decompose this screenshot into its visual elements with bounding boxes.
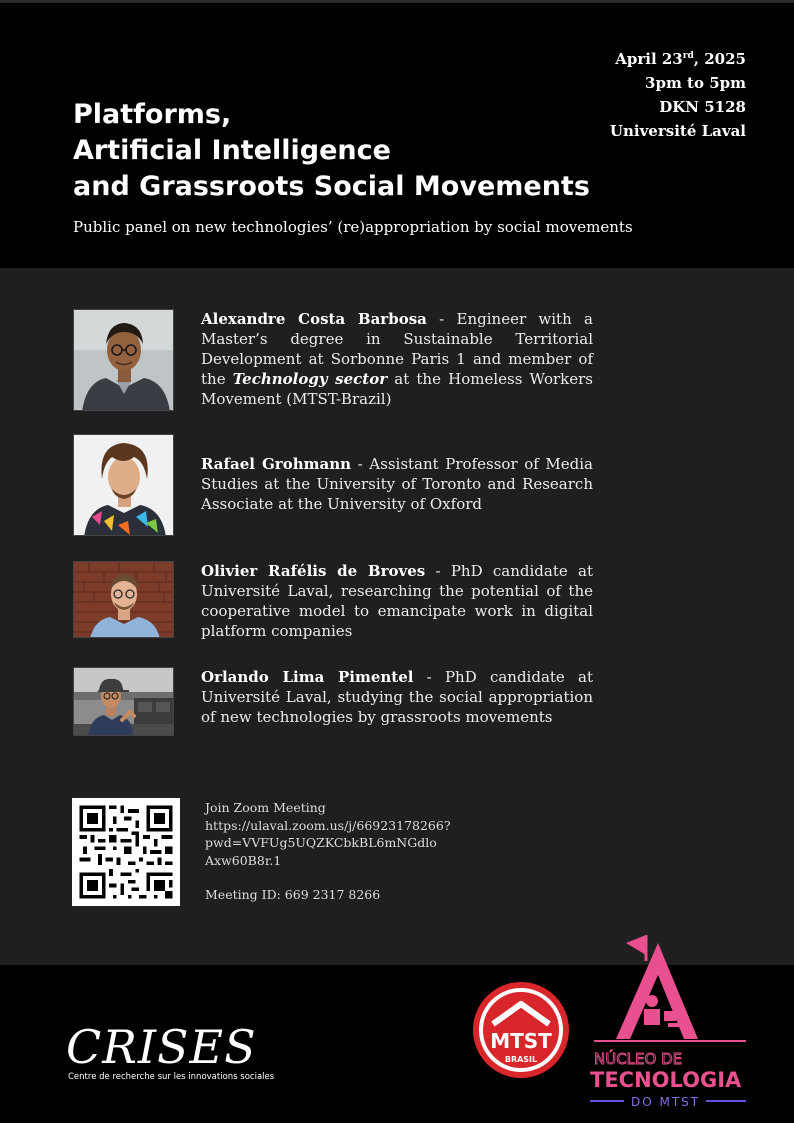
footer: [0, 965, 794, 1123]
speaker-photo-pimentel: [73, 667, 174, 736]
zoom-link[interactable]: pwd=VVFUg5UQZKCbkBL6mNGdlo: [205, 835, 437, 850]
speaker-bio-barbosa: Alexandre Costa Barbosa - Engineer with a Master’s degree in Sustainable Territorial Development at Sorbonne Paris 1 and member of the Technology sector at the Homeless Workers Movement (MTST-Brazil): [201, 310, 593, 408]
event-date: April 23rd, 2025: [615, 50, 746, 68]
event-room: DKN 5128: [659, 98, 746, 116]
page-subtitle: Public panel on new technologies’ (re)appropriation by social movements: [73, 218, 633, 236]
nucleo-line-1: NÚCLEO DE: [594, 1050, 683, 1068]
zoom-link[interactable]: https://ulaval.zoom.us/j/66923178266?: [205, 817, 451, 833]
nucleo-line-3: DO MTST: [631, 1095, 701, 1109]
zoom-link[interactable]: Axw60B8r.1: [205, 852, 282, 868]
speaker-photo-grohmann: [73, 434, 174, 536]
speaker-bio-grohmann: Rafael Grohmann - Assistant Professor of Media Studies at the University of Toronto and Research Associate at the University of Oxford: [201, 455, 593, 513]
header: [0, 0, 794, 268]
event-place: Université Laval: [609, 122, 746, 140]
mtst-logo: [471, 980, 571, 1080]
speaker-photo-rafelis: [73, 561, 174, 638]
zoom-info: [205, 799, 451, 904]
speaker-bio-pimentel: Orlando Lima Pimentel - PhD candidate at Université Laval, studying the social appropriation of new technologies by grassroots movements: [201, 668, 593, 726]
zoom-heading: Join Zoom Meeting: [205, 800, 326, 815]
nucleo-line-2: TECNOLOGIA: [590, 1068, 742, 1092]
event-time: 3pm to 5pm: [645, 74, 746, 92]
crises-subtitle: Centre de recherche sur les innovations sociales: [68, 1072, 275, 1082]
event-info: [610, 47, 746, 143]
crises-logo: CRISES: [66, 1020, 257, 1074]
speaker-bio-rafelis: Olivier Rafélis de Broves - PhD candidate at Université Laval, researching the potential of the cooperative model to emancipate work in digital platform companies: [201, 562, 593, 640]
zoom-qr-code[interactable]: [72, 798, 180, 906]
zoom-meeting-id: Meeting ID: 669 2317 8266: [205, 887, 381, 902]
speaker-panel: [0, 268, 794, 965]
page-title: Platforms, Artificial Intelligence and Grassroots Social Movements: [73, 99, 590, 202]
mtst-country: BRASIL: [504, 1055, 538, 1064]
speaker-photo-barbosa: [73, 309, 174, 411]
nucleo-tecnologia-logo: [586, 931, 756, 1121]
mtst-text: MTST: [490, 1029, 552, 1053]
